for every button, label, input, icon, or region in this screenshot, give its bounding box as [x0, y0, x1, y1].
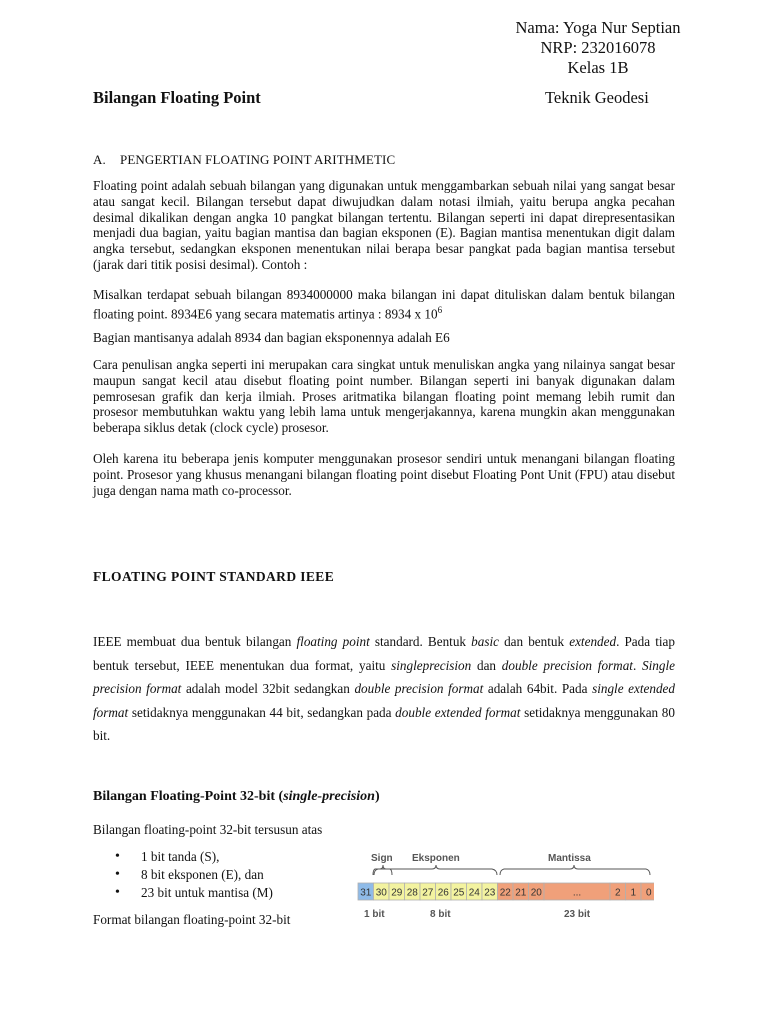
ieee-paragraph [93, 630, 675, 748]
exponent-bit-cell: 27 [422, 887, 434, 899]
author-name: Nama: Yoga Nur Septian [515, 18, 681, 37]
paragraph-example [93, 287, 675, 322]
ieee-text-7: adalah model 32bit sedangkan [181, 681, 355, 696]
mantissa-bit-cell: 21 [515, 887, 527, 899]
ieee-text-1: IEEE membuat dua bentuk bilangan [93, 634, 297, 649]
fp32-heading-end: ) [374, 789, 380, 804]
fp32-intro: Bilangan floating-point 32-bit tersusun atas [93, 822, 323, 837]
mantissa-width: 23 bit [564, 909, 591, 920]
sign-bit-cell: 31 [360, 887, 372, 899]
ieee-text-6: . [632, 657, 643, 673]
ieee-italic-5: double precision format [501, 657, 633, 673]
exponent-bit-cell: 25 [453, 887, 465, 899]
department-label: Teknik Geodesi [545, 88, 649, 107]
ieee-italic-1: floating point [296, 634, 370, 649]
exponent-bit-cell: 26 [437, 887, 449, 899]
mantissa-brace [500, 865, 650, 875]
ieee-italic-7: double precision format [354, 681, 484, 696]
author-header [488, 18, 708, 78]
exponent-label: Eksponen [412, 853, 460, 864]
ieee-text-8: adalah 64bit. Pada [483, 681, 593, 696]
exponent-superscript: 6 [437, 304, 443, 315]
fp32-heading [93, 789, 380, 805]
bit-cells [358, 883, 654, 900]
paragraph-example-text: Misalkan terdapat sebuah bilangan 8934000000 maka bilangan ini dapat dituliskan dalam bentuk bilangan floating point. 8934E6 yang secara matematis artinya : 8934 x 10 [93, 287, 675, 322]
exponent-bit-cell: 30 [375, 887, 387, 899]
mantissa-label: Mantissa [548, 853, 591, 864]
mantissa-ellipsis-cell: ... [572, 887, 582, 899]
fp32-heading-text: Bilangan Floating-Point 32-bit ( [93, 789, 284, 804]
ieee-text-4: . Pada tiap bentuk tersebut, IEEE menentukan dua format, yaitu [93, 634, 675, 673]
ieee-text-10: setidaknya menggunakan 80 bit. [93, 704, 675, 743]
mantissa-bit-cell: 20 [530, 887, 542, 899]
section-a-heading [93, 152, 395, 168]
fp32-bullet-list [115, 848, 273, 902]
list-item: • 23 bit untuk mantisa (M) [115, 884, 273, 902]
ieee-italic-2: basic [471, 634, 499, 649]
document-title: Bilangan Floating Point [93, 88, 261, 107]
ieee-italic-8: single extended format [93, 681, 676, 720]
ieee-text-3: dan bentuk [498, 634, 570, 649]
mantissa-bit-cell: 0 [645, 887, 652, 899]
ieee-text-9: setidaknya menggunakan 44 bit, sedangkan pada [128, 704, 396, 720]
paragraph-definition: Floating point adalah sebuah bilangan yang digunakan untuk menggambarkan sebuah nilai yang sangat besar atau sangat kecil. Bilangan tersebut dapat diwujudkan dalam notasi ilmiah, yaitu berupa angka pecahan desimal dikalikan dengan angka 10 pangkat bilangan tertentu. Bilangan seperti ini dapat direpresentasikan menjadi dua bagian, yaitu bagian mantisa dan bagian eksponen (E). Bagian mantisa menentukan digit dalam angka tersebut, sedangkan eksponen menentukan nilai berapa besar pangkat pada bagian mantisa tersebut (jarak dari titik posisi desimal). Contoh : [93, 178, 675, 272]
section-a-letter: A. [93, 152, 106, 167]
mantissa-bit-cell: 2 [614, 887, 621, 899]
fp32-heading-italic: single-precision [283, 789, 375, 804]
section-a-title: PENGERTIAN FLOATING POINT ARITHMETIC [120, 152, 396, 167]
ieee-text-2: standard. Bentuk [369, 634, 472, 649]
paragraph-fpu: Oleh karena itu beberapa jenis komputer menggunakan prosesor sendiri untuk menangani bilangan floating point. Prosesor yang khusus menangani bilangan floating point disebut Floating Pont Unit (FPU) atau disebut juga dengan nama math co-processor. [93, 451, 675, 498]
exponent-brace [374, 865, 497, 875]
author-class: Kelas 1B [567, 58, 629, 77]
paragraph-notation: Cara penulisan angka seperti ini merupakan cara singkat untuk menuliskan angka yang nilainya sangat besar maupun sangat kecil atau disebut floating point number. Bilangan seperti ini banyak digunakan dalam pemrosesan grafik dan kerja ilmiah. Proses aritmatika bilangan floating point memang lebih rumit dan prosesor membutuhkan waktu yang lebih lama untuk mengerjakannya, karena mungkin akan menggunakan beberapa siklus detak (clock cycle) prosesor. [93, 357, 675, 436]
ieee-italic-6: Single precision format [93, 657, 675, 696]
exponent-bit-cell: 23 [484, 887, 496, 899]
ieee-italic-9: double extended format [395, 704, 521, 720]
sign-width: 1 bit [364, 909, 385, 920]
mantissa-bit-cell: 22 [499, 887, 511, 899]
ieee-text-5: dan [471, 657, 502, 673]
list-item: • 1 bit tanda (S), [115, 848, 273, 866]
mantissa-bit-cell: 1 [630, 887, 637, 899]
exponent-bit-cell: 28 [406, 887, 418, 899]
author-nrp: NRP: 232016078 [540, 38, 656, 57]
ieee-italic-3: extended [569, 634, 617, 649]
exponent-bit-cell: 29 [391, 887, 403, 899]
fp32-caption: Format bilangan floating-point 32-bit [93, 912, 291, 927]
paragraph-mantissa-exponent: Bagian mantisanya adalah 8934 dan bagian eksponennya adalah E6 [93, 330, 450, 345]
ieee-italic-4: singleprecision [391, 657, 472, 673]
exponent-bit-cell: 24 [468, 887, 480, 899]
list-item: • 8 bit eksponen (E), dan [115, 866, 273, 884]
exponent-width: 8 bit [430, 909, 451, 920]
fp32-bit-layout-diagram [352, 845, 654, 925]
ieee-heading: FLOATING POINT STANDARD IEEE [93, 569, 335, 584]
sign-label: Sign [371, 853, 393, 864]
